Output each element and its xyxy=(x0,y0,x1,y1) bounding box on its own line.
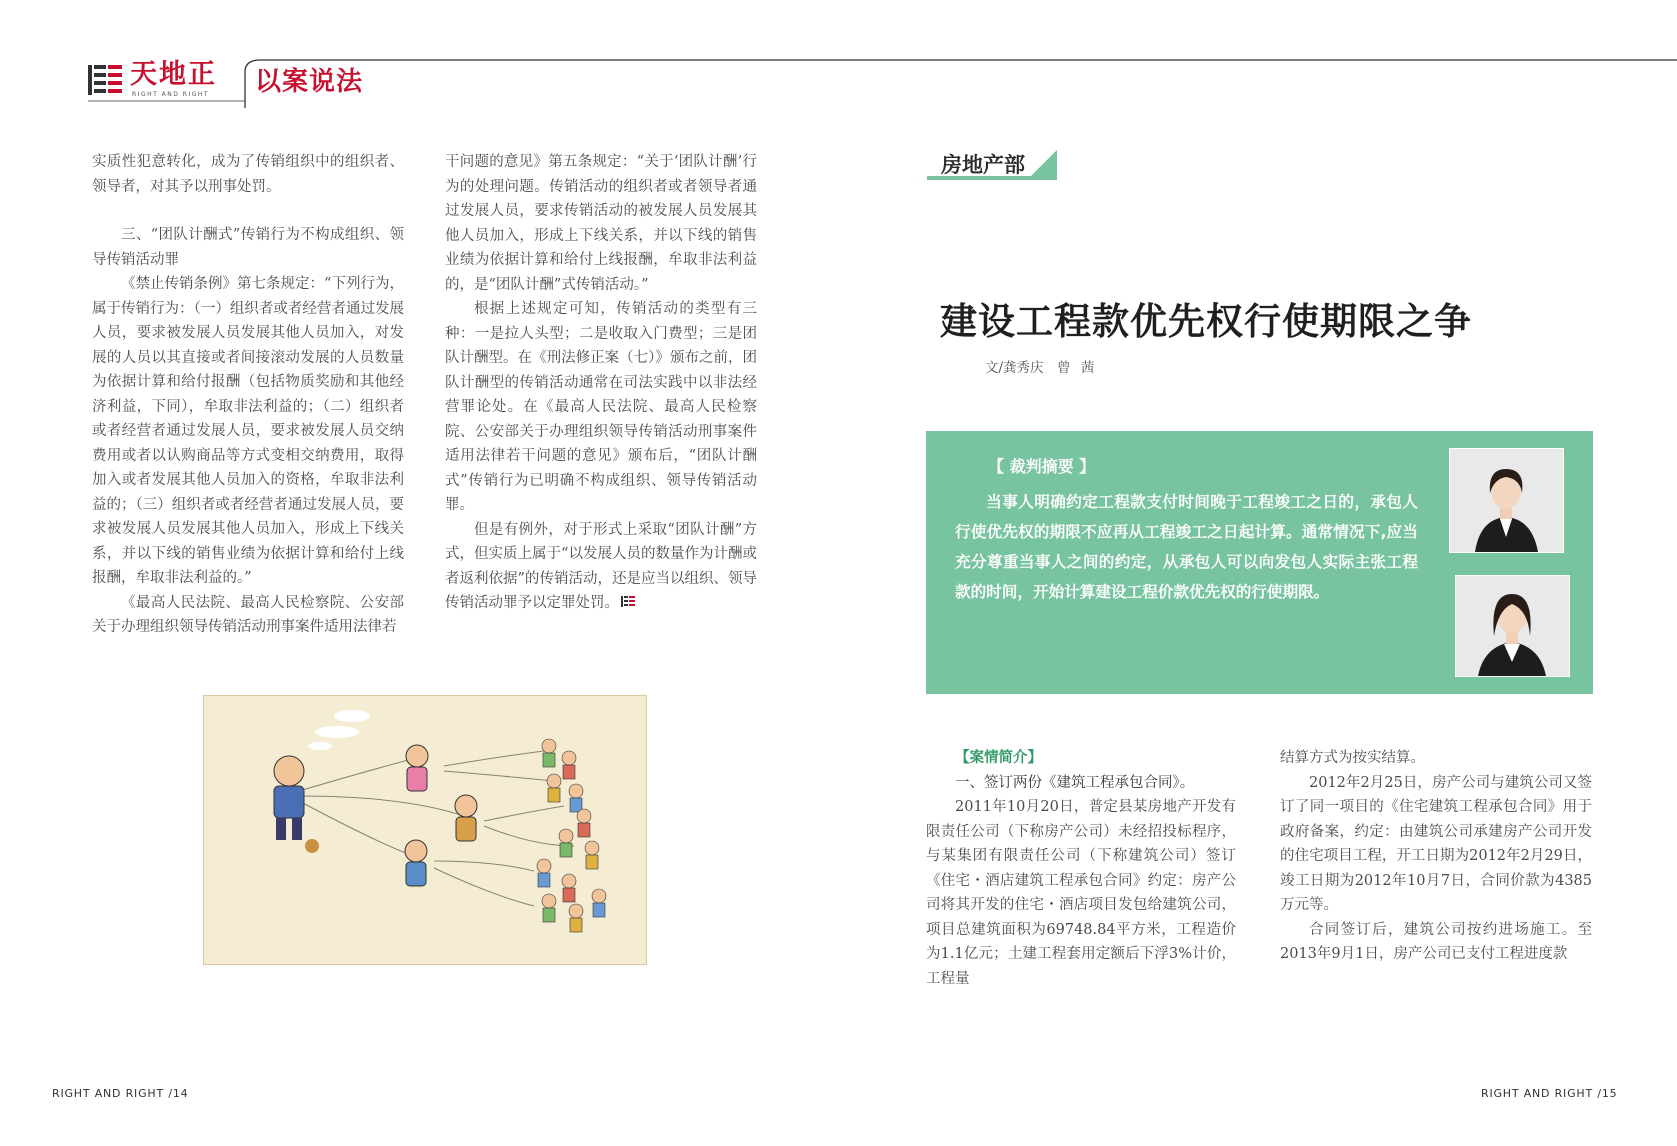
logo-name: 天地正 xyxy=(130,59,217,90)
footer-right: RIGHT AND RIGHT /15 xyxy=(1481,1087,1618,1100)
sub-heading: 一、签订两份《建筑工程承包合同》。 xyxy=(955,774,1195,791)
paragraph xyxy=(445,518,757,616)
paragraph: 根据上述规定可知，传销活动的类型有三种：一是拉人头型；二是收取入门费型；三是团队计酬型。在《刑法修正案（七）》颁布之前，团队计酬型的传销活动通常在司法实践中以非法经营罪论处。在《最高人民法院、最高人民检察院、公安部关于办理组织领导传销活动刑事案件适用法律若干问题的意见》颁布后，“团队计酬式”传销行为已明确不构成组织、领导传销活动罪。 xyxy=(445,301,757,513)
paragraph: 《最高人民法院、最高人民检察院、公安部关于办理组织领导传销活动刑事案件适用法律若 xyxy=(92,594,404,635)
section-heading: 三、“团队计酬式”传销行为不构成组织、领导传销活动罪 xyxy=(92,227,404,268)
header-rule xyxy=(0,0,1677,110)
paragraph: 实质性犯意转化，成为了传销组织中的组织者、领导者，对其予以刑事处罚。 xyxy=(92,154,404,195)
column-title: 以案说法 xyxy=(255,67,364,97)
left-column-2 xyxy=(445,150,757,616)
case-heading: 【案情简介】 xyxy=(955,750,1042,766)
logo-subtitle: RIGHT AND RIGHT xyxy=(132,91,210,98)
paragraph: 干问题的意见》第五条规定：“关于‘团队计酬’行为的处理问题。传销活动的组织者或者领导者通过发展人员，要求传销活动的被发展人员发展其他人员加入，形成上下线关系，并以下线的销售业绩为依据计算和给付上线报酬，牟取非法利益的，是“团队计酬”式传销活动。” xyxy=(445,154,757,293)
author-photo-1 xyxy=(1449,448,1564,553)
cartoon-illustration xyxy=(203,695,647,965)
right-column-2 xyxy=(1280,746,1592,967)
paragraph: 2012年2月25日，房产公司与建筑公司又签订了同一项目的《住宅建筑工程承包合同》用于政府备案，约定：由建筑公司承建房产公司开发的住宅项目工程，开工日期为2012年2月29日，竣工日期为2012年10月7日，合同价款为4385万元等。 xyxy=(1280,774,1592,913)
section-tag xyxy=(927,150,1057,180)
paragraph: 结算方式为按实结算。 xyxy=(1280,750,1425,766)
footer-left: RIGHT AND RIGHT /14 xyxy=(52,1087,189,1100)
left-column-1 xyxy=(92,150,404,640)
section-tag-label: 房地产部 xyxy=(941,153,1025,177)
logo-mark-icon xyxy=(88,63,124,97)
paragraph: 《禁止传销条例》第七条规定：“下列行为，属于传销行为：（一）组织者或者经营者通过发展人员，要求被发展人员发展其他人员加入，对发展的人员以其直接或者间接滚动发展的人员数量为依据计算和给付报酬（包括物质奖励和其他经济利益，下同），牟取非法利益的；（二）组织者或者经营者通过发展人员，要求被发展人员交纳费用或者以认购商品等方式变相交纳费用，取得加入或者发展其他人员加入的资格，牟取非法利益的；（三）组织者或者经营者通过发展人员，要求被发展人员发展其他人员加入，形成上下线关系，并以下线的销售业绩为依据计算和给付上线报酬，牟取非法利益的。” xyxy=(92,276,404,586)
abstract-heading: 【 裁判摘要 】 xyxy=(988,457,1096,476)
paragraph: 合同签订后，建筑公司按约进场施工。至2013年9月1日，房产公司已支付工程进度款 xyxy=(1280,921,1592,962)
byline: 文/龚秀庆 曾 茜 xyxy=(985,360,1095,376)
right-column-1 xyxy=(926,746,1236,991)
end-mark-icon xyxy=(621,595,635,608)
paragraph-text: 但是有例外，对于形式上采取“团队计酬”方式，但实质上属于“以发展人员的数量作为计酬或者返利依据”的传销活动，还是应当以组织、领导传销活动罪予以定罪处罚。 xyxy=(445,521,757,611)
article-title: 建设工程款优先权行使期限之争 xyxy=(940,299,1472,343)
paragraph: 2011年10月20日，普定县某房地产开发有限责任公司（下称房产公司）未经招投标程序，与某集团有限责任公司（下称建筑公司）签订《住宅・酒店建筑工程承包合同》约定：房产公司将其开发的住宅・酒店项目发包给建筑公司，项目总建筑面积为69748.84平方米，工程造价为1.1亿元；土建工程套用定额后下浮3%计价，工程量 xyxy=(926,799,1236,987)
abstract-text: 当事人明确约定工程款支付时间晚于工程竣工之日的，承包人行使优先权的期限不应再从工程竣工之日起计算。通常情况下,应当充分尊重当事人之间的约定，从承包人可以向发包人实际主张工程款的时间，开始计算建设工程价款优先权的行使期限。 xyxy=(955,493,1418,601)
author-photo-2 xyxy=(1455,575,1570,677)
